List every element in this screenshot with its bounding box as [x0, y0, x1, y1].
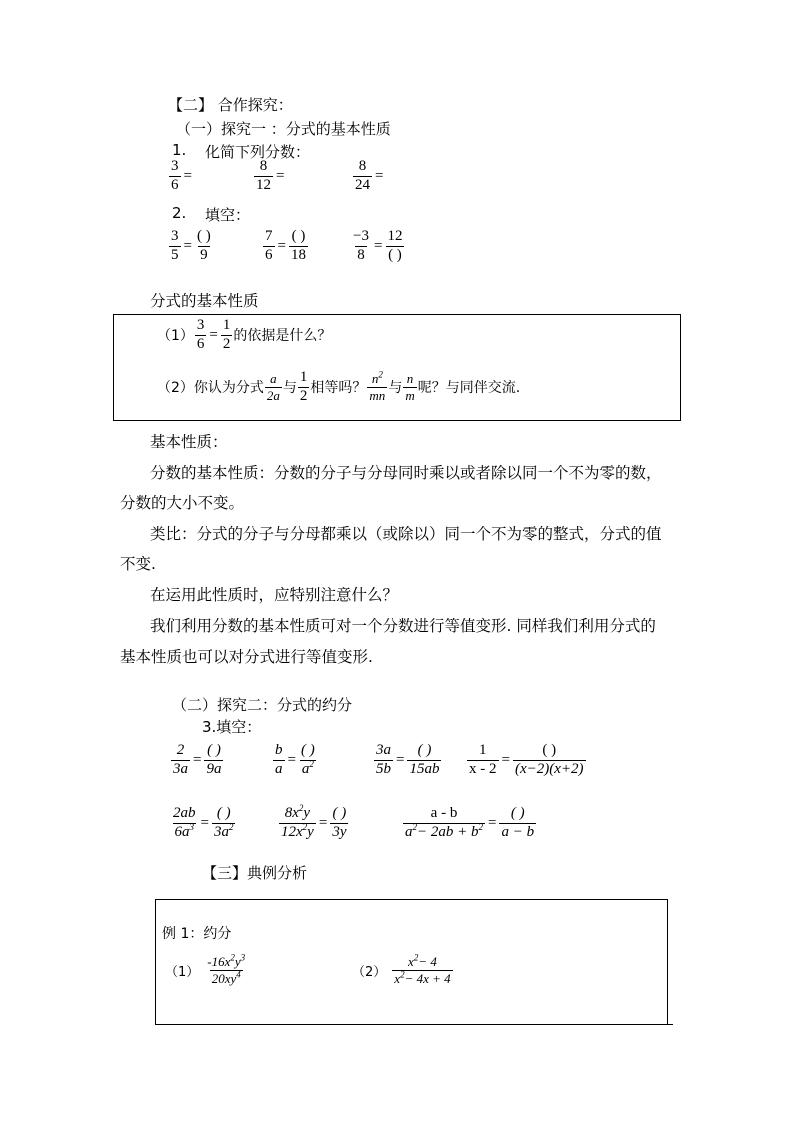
- example1-title: 例 1：约分: [162, 926, 232, 942]
- q1-frac-3: $\frac{8}{24}$ =: [355, 158, 384, 193]
- q3-eq-4: $\frac{1}{x - 2}$ = $\frac{( )}{(x-2)(x+2)}$: [469, 742, 584, 777]
- paragraph-1: 分数的基本性质：分数的分子与分母同时乘以或者除以同一个不为零的数，: [150, 464, 662, 482]
- paragraph-1-cont: 分数的大小不变。: [120, 494, 245, 512]
- q3-eq-7: $\frac{a - b}{a^2- 2ab + b^2}$ = $\frac{( )}{a - b}$: [405, 805, 535, 840]
- example-box-bottom-rule: [155, 1024, 673, 1025]
- explore1-title: （一）探究一 ：分式的基本性质: [176, 120, 391, 138]
- paragraph-4: 我们利用分数的基本性质可对一个分数进行等值变形. 同样我们利用分式的: [150, 617, 656, 635]
- box1-question-2: （2） 你认为分式 $\frac{a}{2a}$ 与 $\frac{1}{2}$ 相等吗？ $\frac{n^2}{mn}$ 与 $\frac{n}{m}$ 呢？与同伴交流.: [157, 369, 521, 404]
- section3-heading: 【三】典例分析: [202, 864, 308, 882]
- q2-eq-a: $\frac{3}{5}$ = $\frac{( )}{9}$: [171, 228, 211, 263]
- box1-question-1: （1） $\frac{3}{6}$ = $\frac{1}{2}$ 的依据是什么？: [157, 317, 332, 352]
- property-title: 分式的基本性质: [150, 292, 259, 310]
- paragraph-2: 类比：分式的分子与分母都乘以（或除以）同一个不为零的整式，分式的值: [150, 525, 662, 543]
- q1-label: 1.: [172, 141, 187, 159]
- q3-eq-6: $\frac{8x^2y}{12x^2y}$ = $\frac{( )}{3y}$: [281, 803, 347, 840]
- basic-property-label: 基本性质：: [150, 433, 228, 451]
- paragraph-3: 在运用此性质时，应特别注意什么？: [150, 586, 399, 604]
- q3-eq-2: $\frac{b}{a}$ = $\frac{( )}{a^2}$: [275, 742, 315, 777]
- q1-text: 化简下列分数：: [205, 143, 311, 161]
- q2-eq-c: $\frac{-3}{8}$ = $\frac{12}{( )}$: [353, 228, 403, 263]
- section-heading: 【二】 合作探究：: [168, 96, 293, 114]
- q1-frac-1: $\frac{3}{6}$ =: [171, 158, 192, 193]
- q3-eq-3: $\frac{3a}{5b}$ = $\frac{( )}{15ab}$: [376, 742, 440, 777]
- q2-label: 2.: [172, 204, 187, 222]
- q2-eq-b: $\frac{7}{6}$ = $\frac{( )}{18}$: [265, 228, 306, 263]
- example1-part-2: （2） $\frac{x^2- 4}{x^2- 4x + 4}$: [352, 952, 451, 986]
- example1-part-1: （1） $\frac{-16x^2y^3}{20xy^4}$: [165, 952, 246, 986]
- q3-label: 3.填空：: [202, 718, 262, 736]
- q1-frac-2: $\frac{8}{12}$ =: [256, 158, 285, 193]
- q3-eq-5: $\frac{2ab}{6a^3}$ = $\frac{( )}{3a^2}$: [173, 805, 234, 840]
- paragraph-2-cont: 不变.: [120, 555, 156, 573]
- explore2-title: （二）探究二：分式的约分: [172, 696, 353, 714]
- q2-text: 填空：: [205, 206, 251, 224]
- paragraph-4-cont: 基本性质也可以对分式进行等值变形.: [120, 648, 373, 666]
- q3-eq-1: $\frac{2}{3a}$ = $\frac{( )}{9a}$: [173, 742, 222, 777]
